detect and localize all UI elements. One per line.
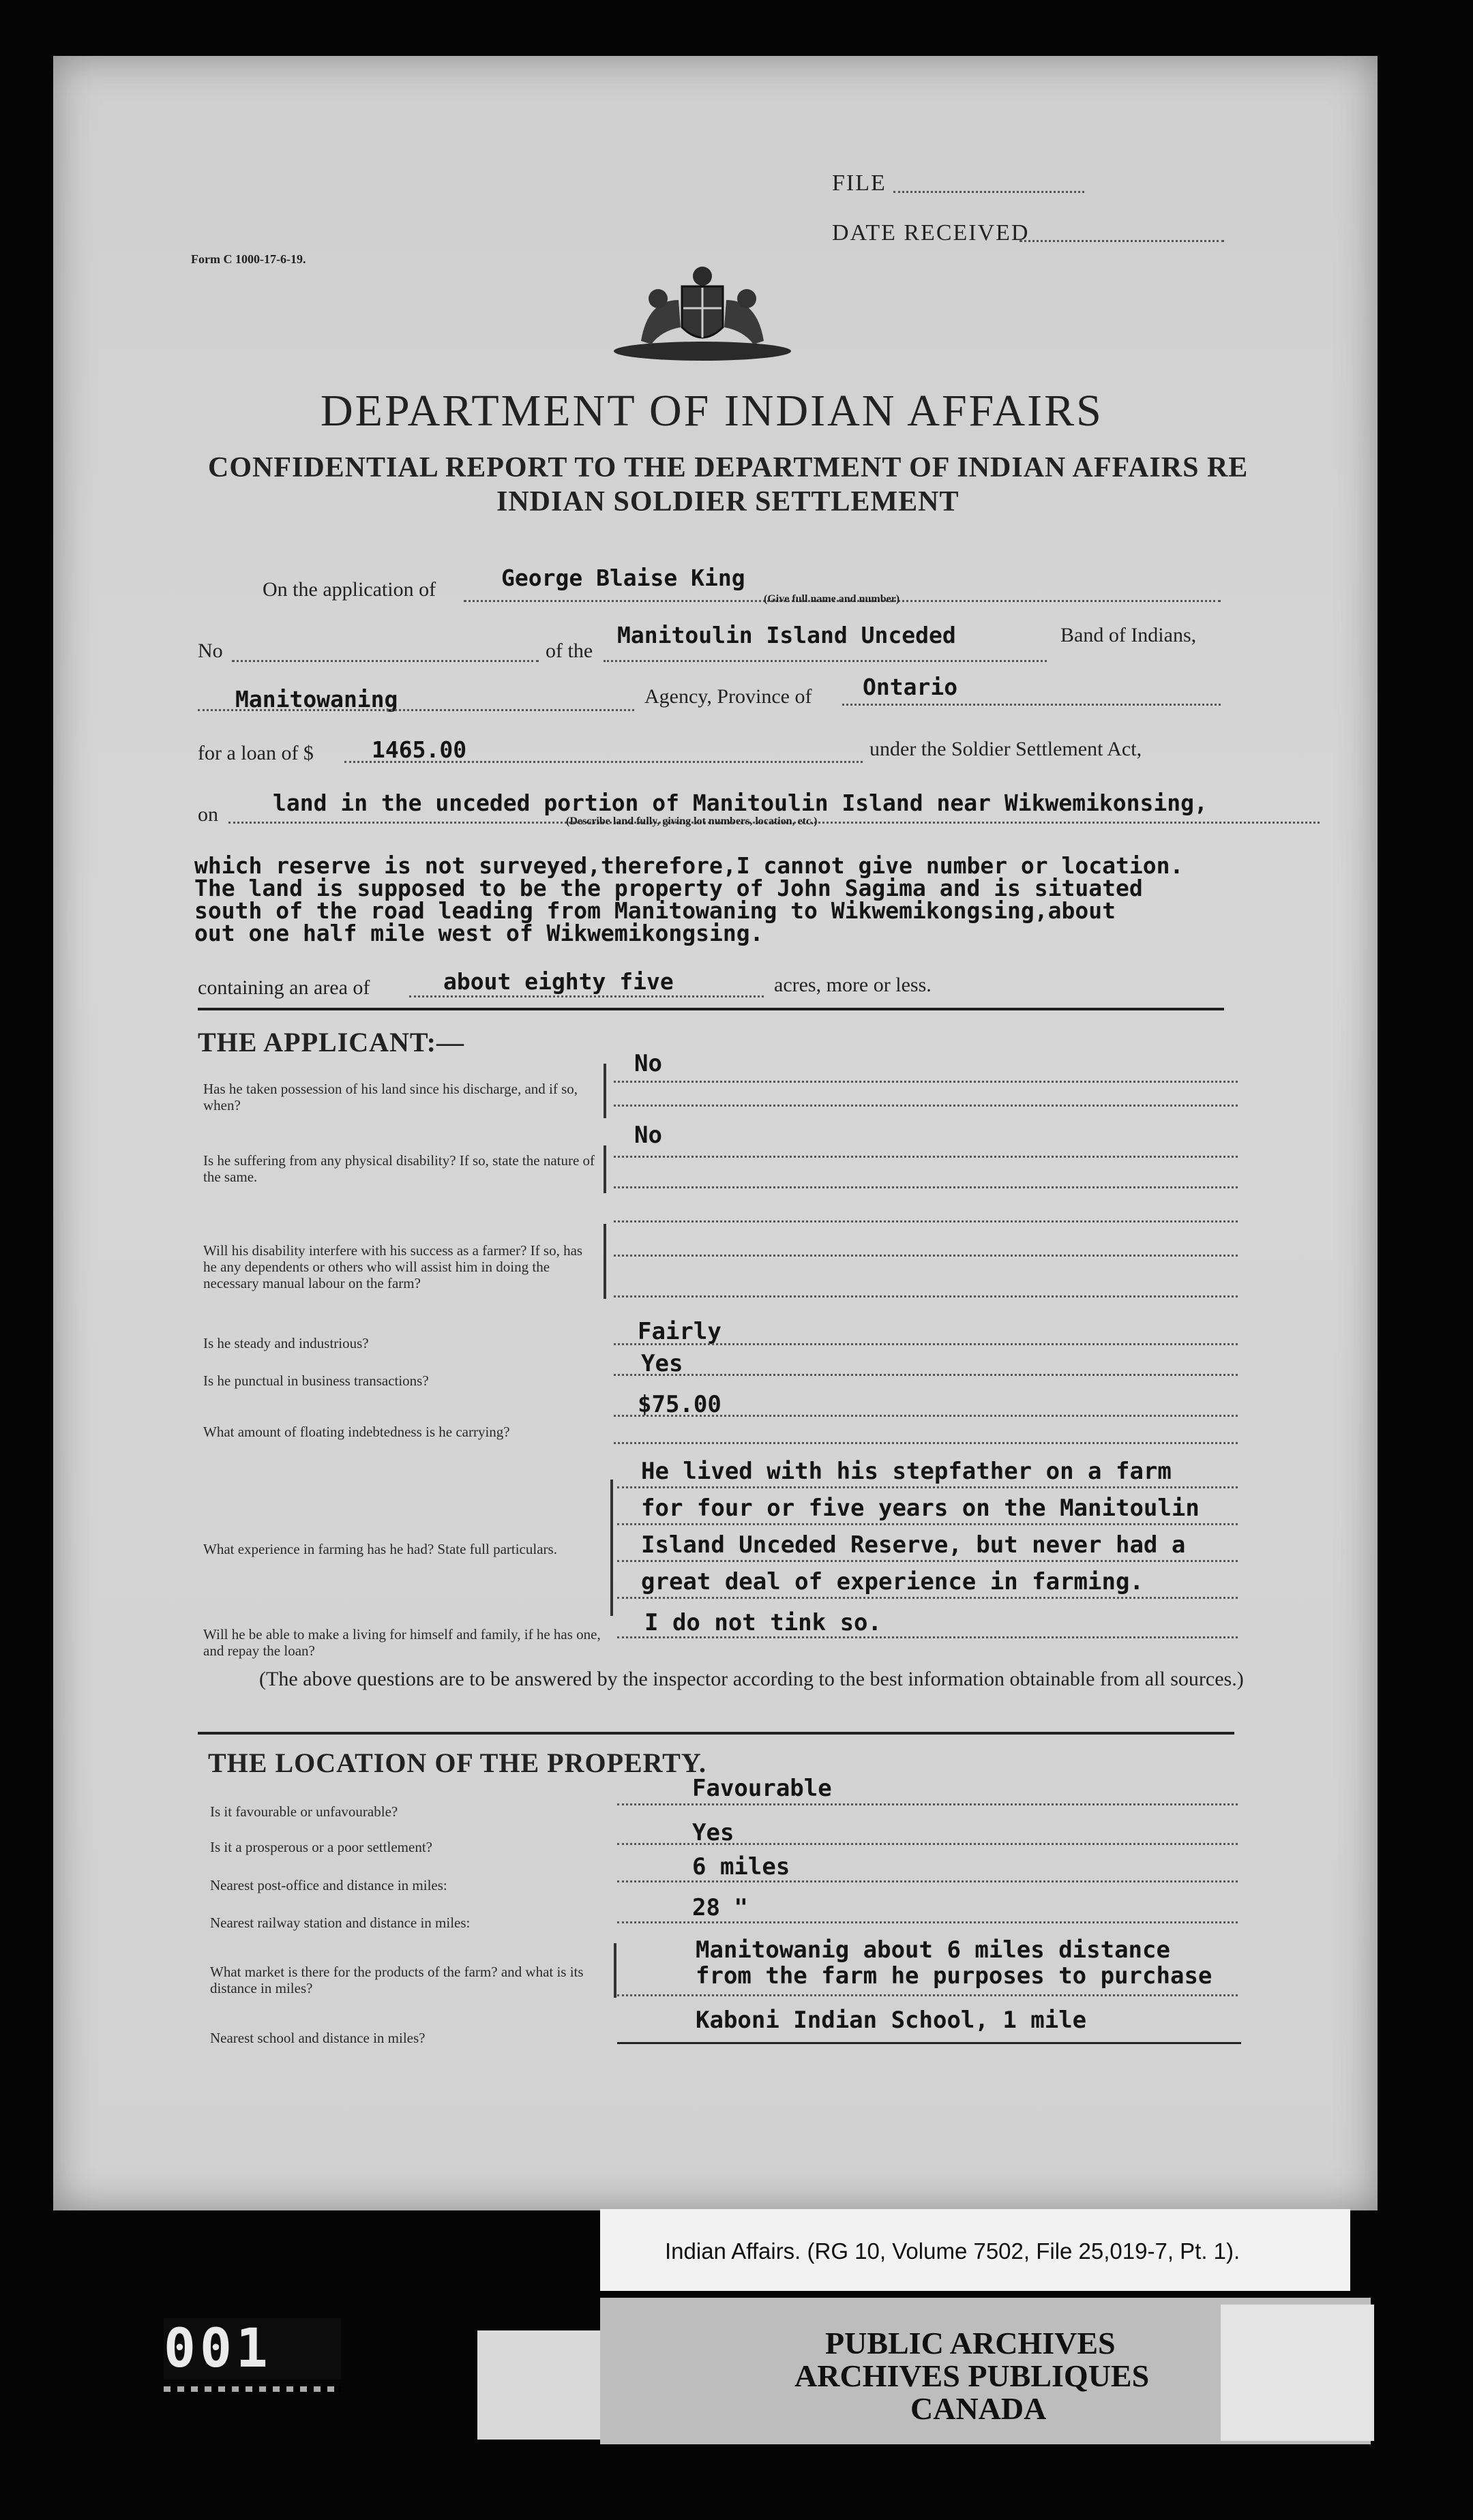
answer-line-7d xyxy=(617,1597,1238,1599)
question-railway: Nearest railway station and distance in miles: xyxy=(210,1915,471,1931)
answer-line-1b xyxy=(614,1105,1238,1107)
loc-line-6 xyxy=(617,2042,1241,2044)
applicant-name: George Blaise King xyxy=(501,565,745,591)
answer-indebtedness: $75.00 xyxy=(638,1391,721,1418)
answer-living: I do not tink so. xyxy=(644,1609,882,1636)
loc-line-3 xyxy=(617,1880,1238,1882)
experience-line-2: for four or five years on the Manitoulin xyxy=(641,1495,1200,1522)
province-name: Ontario xyxy=(863,674,958,700)
area-label: containing an area of xyxy=(198,976,370,999)
loc-line-5 xyxy=(617,1994,1238,1996)
province-line xyxy=(842,704,1221,706)
answer-disability: No xyxy=(634,1122,662,1149)
band-name: Manitoulin Island Unceded xyxy=(617,622,956,648)
brace-1 xyxy=(604,1064,606,1118)
question-punctual: Is he punctual in business transactions? xyxy=(203,1372,429,1389)
land-line-2: which reserve is not surveyed,therefore,I cannot give number or location. xyxy=(194,852,1184,879)
agency-name: Manitowaning xyxy=(235,686,398,712)
no-line xyxy=(232,660,539,662)
land-line-4: south of the road leading from Manitowaning to Wikwemikongsing,about xyxy=(194,897,1116,924)
question-experience: What experience in farming has he had? State full particulars. xyxy=(203,1541,557,1557)
experience-line-4: great deal of experience in farming. xyxy=(641,1568,1144,1595)
loc-line-1 xyxy=(617,1803,1238,1805)
file-line xyxy=(893,191,1084,193)
date-received-line xyxy=(1020,240,1224,242)
no-label: No xyxy=(198,640,223,662)
department-title: DEPARTMENT OF INDIAN AFFAIRS xyxy=(321,386,1103,436)
question-favourable: Is it favourable or unfavourable? xyxy=(210,1803,398,1820)
answer-punctual: Yes xyxy=(641,1350,683,1377)
stamp-line-3: CANADA xyxy=(910,2391,1047,2426)
experience-line-1: He lived with his stepfather on a farm xyxy=(641,1458,1172,1485)
answer-line-2a xyxy=(614,1156,1238,1158)
answer-line-3c xyxy=(614,1295,1238,1298)
loc-line-2 xyxy=(617,1843,1238,1845)
area-line xyxy=(409,995,764,997)
question-disability-farm: Will his disability interfere with his success as a farmer? If so, has he any dependents or others who will assist him in doing the necessary manual labour on the farm? xyxy=(203,1242,583,1291)
loan-amount: 1465.00 xyxy=(372,736,467,763)
brace-3 xyxy=(604,1224,606,1299)
file-label: FILE xyxy=(832,170,887,196)
question-steady: Is he steady and industrious? xyxy=(203,1335,369,1351)
answer-line-7b xyxy=(617,1523,1238,1525)
land-hint: (Describe land fully, giving lot numbers, location, etc.) xyxy=(566,815,818,827)
answer-line-2b xyxy=(614,1186,1238,1188)
answer-line-7c xyxy=(617,1560,1238,1562)
land-line-5: out one half mile west of Wikwemikongsing. xyxy=(194,920,764,946)
stamp-line-2: ARCHIVES PUBLIQUES xyxy=(794,2358,1150,2393)
answer-line-8 xyxy=(617,1636,1238,1638)
stamp-line-1: PUBLIC ARCHIVES xyxy=(825,2326,1116,2360)
answer-line-7a xyxy=(617,1486,1238,1488)
question-disability: Is he suffering from any physical disability? If so, state the nature of the same. xyxy=(203,1152,595,1185)
act-label: under the Soldier Settlement Act, xyxy=(869,738,1142,760)
answer-line-1a xyxy=(614,1081,1238,1083)
answer-line-5 xyxy=(614,1374,1238,1376)
answer-line-3b xyxy=(614,1255,1238,1257)
market-line-1: Manitowanig about 6 miles distance xyxy=(696,1936,1170,1964)
market-line-2: from the farm he purposes to purchase xyxy=(696,1962,1212,1990)
experience-line-3: Island Unceded Reserve, but never had a xyxy=(641,1531,1186,1559)
answer-school: Kaboni Indian School, 1 mile xyxy=(696,2007,1087,2034)
report-subtitle-2: INDIAN SOLDIER SETTLEMENT xyxy=(496,486,959,518)
question-post-office: Nearest post-office and distance in miles: xyxy=(210,1877,447,1893)
date-received-label: DATE RECEIVED xyxy=(832,220,1030,245)
section-divider-2 xyxy=(198,1732,1234,1735)
question-school: Nearest school and distance in miles? xyxy=(210,2030,426,2046)
answer-possession: No xyxy=(634,1050,662,1077)
answer-line-6b xyxy=(614,1442,1238,1444)
location-heading: THE LOCATION OF THE PROPERTY. xyxy=(208,1747,707,1778)
frame-counter xyxy=(164,2318,341,2380)
band-line xyxy=(604,660,1047,662)
answer-line-6a xyxy=(614,1415,1238,1417)
archive-reference: Indian Affairs. (RG 10, Volume 7502, File 25,019-7, Pt. 1). xyxy=(665,2238,1240,2264)
agency-line xyxy=(198,709,634,711)
answer-settlement: Yes xyxy=(692,1819,734,1846)
name-hint: (Give full name and number) xyxy=(764,593,900,605)
land-line-1: land in the unceded portion of Manitoulin Island near Wikwemikonsing, xyxy=(273,790,1208,816)
section-divider-1 xyxy=(198,1008,1224,1010)
question-living: Will he be able to make a living for himself and family, if he has one, and repay the loan? xyxy=(203,1626,601,1659)
stamp-edge xyxy=(1221,2305,1374,2441)
on-application-label: On the application of xyxy=(263,578,436,601)
answer-favourable: Favourable xyxy=(692,1775,832,1802)
brace-market xyxy=(614,1943,616,1998)
loc-line-4 xyxy=(617,1921,1238,1923)
answer-railway: 28 " xyxy=(692,1894,748,1921)
inspector-note: (The above questions are to be answered by the inspector according to the best information obtainable from all sources.) xyxy=(259,1668,1244,1690)
land-line-3: The land is supposed to be the property of John Sagima and is situated xyxy=(194,875,1143,901)
report-subtitle-1: CONFIDENTIAL REPORT TO THE DEPARTMENT OF INDIAN AFFAIRS RE xyxy=(208,452,1249,483)
question-market: What market is there for the products of the farm? and what is its distance in miles? xyxy=(210,1964,584,1996)
answer-line-4 xyxy=(614,1343,1238,1345)
agency-label: Agency, Province of xyxy=(644,685,812,708)
question-settlement: Is it a prosperous or a poor settlement? xyxy=(210,1839,432,1855)
coat-of-arms-icon xyxy=(600,259,805,368)
of-the-label: of the xyxy=(546,640,593,662)
answer-line-3a xyxy=(614,1220,1238,1222)
brace-2 xyxy=(604,1145,606,1193)
film-sprockets xyxy=(164,2386,341,2392)
question-possession: Has he taken possession of his land since his discharge, and if so, when? xyxy=(203,1081,578,1113)
applicant-heading: THE APPLICANT:— xyxy=(198,1027,464,1058)
brace-7 xyxy=(610,1480,613,1616)
acres-label: acres, more or less. xyxy=(774,974,932,996)
frame-counter-digits: 001 xyxy=(164,2318,272,2380)
loan-label: for a loan of $ xyxy=(198,742,314,764)
answer-steady: Fairly xyxy=(638,1318,721,1345)
answer-post-office: 6 miles xyxy=(692,1853,790,1880)
question-indebtedness: What amount of floating indebtedness is he carrying? xyxy=(203,1424,510,1440)
area-value: about eighty five xyxy=(443,968,674,995)
on-label: on xyxy=(198,803,218,826)
form-number: Form C 1000-17-6-19. xyxy=(191,252,306,266)
band-label: Band of Indians, xyxy=(1060,624,1197,646)
